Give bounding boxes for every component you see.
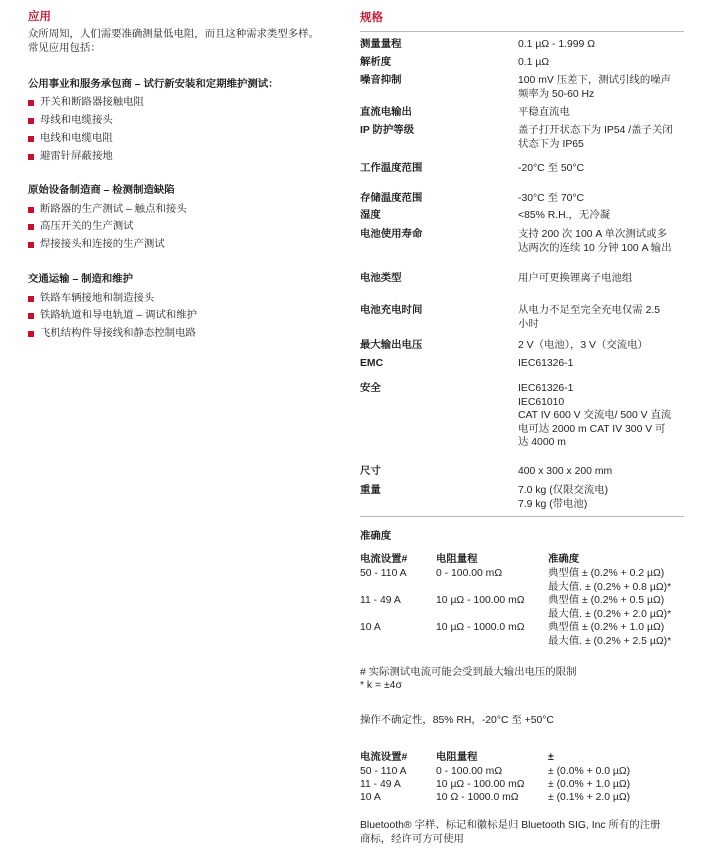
bullet-square-icon: [28, 313, 34, 319]
table-header-range: 电阻量程: [436, 752, 478, 763]
bullet-square-icon: [28, 207, 34, 213]
spec-label: 湿度: [360, 210, 381, 221]
table-header-plusminus: ±: [548, 752, 554, 763]
divider: [360, 31, 684, 32]
list-item: 高压开关的生产测试: [28, 220, 134, 234]
section-utilities-title: 公用事业和服务承包商 – 试行新安装和定期维护测试：: [28, 79, 279, 90]
table-header-accuracy: 准确度: [548, 554, 580, 565]
list-item: 飞机结构件导接线和静态控制电路: [28, 327, 196, 341]
table-cell: 典型值 ± (0.2% + 1.0 µΩ) 最大值. ± (0.2% + 2.5 µΩ)*: [548, 622, 672, 647]
bullet-square-icon: [28, 296, 34, 302]
spec-label: 尺寸: [360, 466, 381, 477]
table-cell: 10 Ω - 1000.0 mΩ: [436, 792, 519, 803]
bullet-square-icon: [28, 331, 34, 337]
table-cell: 50 - 110 A: [360, 568, 407, 579]
table-cell: ± (0.0% + 0.0 µΩ): [548, 766, 631, 777]
spec-value: IEC61326-1 IEC61010 CAT IV 600 V 交流电/ 500 V 直流 电可达 2000 m CAT IV 300 V 可 达 4000 m: [518, 383, 672, 449]
spec-value: 0.1 µΩ - 1.999 Ω: [518, 39, 595, 50]
intro-line-1: 众所周知，人们需要准确测量低电阻，而且这种需求类型多样。: [28, 29, 319, 40]
list-item: 开关和断路器接触电阻: [28, 96, 144, 110]
bluetooth-trademark-line-2: 商标，经许可方可使用: [360, 834, 464, 845]
table-cell: 50 - 110 A: [360, 766, 407, 777]
spec-value: IEC61326-1: [518, 358, 574, 369]
table-cell: 10 A: [360, 622, 381, 633]
table-cell: 11 - 49 A: [360, 779, 401, 790]
bullet-square-icon: [28, 136, 34, 142]
list-item: 避雷针屏蔽接地: [28, 150, 113, 164]
table-cell: 0 - 100.00 mΩ: [436, 568, 503, 579]
table-cell: 典型值 ± (0.2% + 0.5 µΩ) 最大值. ± (0.2% + 2.0 µΩ)*: [548, 595, 672, 620]
applications-heading: 应用: [28, 11, 51, 23]
spec-value: 400 x 300 x 200 mm: [518, 466, 613, 477]
list-item: 母线和电缆接头: [28, 114, 113, 128]
spec-value: <85% R.H.，无冷凝: [518, 210, 611, 221]
spec-label: 电池类型: [360, 273, 402, 284]
spec-label: 噪音抑制: [360, 75, 402, 86]
spec-value: 支持 200 次 100 A 单次测试或多 达两次的连续 10 分钟 100 A 输出: [518, 229, 672, 254]
uncertainty-caption: 操作不确定性，85% RH，-20°C 至 +50°C: [360, 715, 554, 726]
table-cell: 10 µΩ - 100.00 mΩ: [436, 595, 525, 606]
spec-value: 0.1 µΩ: [518, 57, 550, 68]
spec-label: EMC: [360, 358, 384, 369]
spec-label: IP 防护等级: [360, 125, 415, 136]
bullet-square-icon: [28, 242, 34, 248]
list-item: 铁路车辆接地和制造接头: [28, 292, 154, 306]
table-header-current: 电流设置#: [360, 752, 408, 763]
intro-line-2: 常见应用包括：: [28, 43, 101, 54]
spec-value: -20°C 至 50°C: [518, 163, 585, 174]
spec-label: 解析度: [360, 57, 392, 68]
spec-label: 工作温度范围: [360, 163, 423, 174]
table-cell: 10 µΩ - 100.00 mΩ: [436, 779, 525, 790]
spec-value: 7.0 kg (仅限交流电) 7.9 kg (带电池): [518, 485, 609, 510]
bullet-square-icon: [28, 224, 34, 230]
table-cell: ± (0.0% + 1.0 µΩ): [548, 779, 631, 790]
spec-label: 安全: [360, 383, 381, 394]
section-transport-title: 交通运输 – 制造和维护: [28, 274, 134, 285]
divider: [360, 516, 684, 517]
spec-label: 电池充电时间: [360, 305, 423, 316]
spec-value: 2 V（电池），3 V（交流电）: [518, 340, 648, 351]
accuracy-title: 准确度: [360, 531, 392, 542]
table-header-current: 电流设置#: [360, 554, 408, 565]
spec-label: 测量量程: [360, 39, 402, 50]
table-cell: 11 - 49 A: [360, 595, 401, 606]
specs-heading: 规格: [360, 12, 383, 24]
table-cell: 10 A: [360, 792, 381, 803]
list-item: 铁路轨道和导电轨道 – 调试和维护: [28, 309, 197, 323]
bullet-square-icon: [28, 118, 34, 124]
spec-label: 直流电输出: [360, 107, 412, 118]
bullet-square-icon: [28, 100, 34, 106]
table-cell: 10 µΩ - 1000.0 mΩ: [436, 622, 525, 633]
spec-label: 最大输出电压: [360, 340, 423, 351]
spec-value: 用户可更换锂离子电池组: [518, 273, 633, 284]
footnote-current: # 实际测试电流可能会受到最大输出电压的限制: [360, 667, 577, 678]
spec-value: 从电力不足至完全充电仅需 2.5 小时: [518, 305, 661, 330]
table-cell: 0 - 100.00 mΩ: [436, 766, 503, 777]
table-cell: 典型值 ± (0.2% + 0.2 µΩ) 最大值. ± (0.2% + 0.8 µΩ)*: [548, 568, 672, 593]
spec-label: 电池使用寿命: [360, 229, 423, 240]
spec-value: -30°C 至 70°C: [518, 193, 585, 204]
table-header-range: 电阻量程: [436, 554, 478, 565]
spec-value: 盖子打开状态下为 IP54 /盖子关闭 状态下为 IP65: [518, 125, 673, 150]
spec-label: 存储温度范围: [360, 193, 423, 204]
footnote-k: * k = ±4σ: [360, 680, 402, 691]
table-cell: ± (0.1% + 2.0 µΩ): [548, 792, 631, 803]
list-item: 断路器的生产测试 – 触点和接头: [28, 203, 187, 217]
section-oem-title: 原始设备制造商 – 检测制造缺陷: [28, 185, 175, 196]
bluetooth-trademark-line-1: Bluetooth® 字样、标记和徽标是归 Bluetooth SIG, Inc 所有的注册: [360, 820, 661, 831]
spec-value: 100 mV 压差下，测试引线的噪声 频率为 50-60 Hz: [518, 75, 671, 100]
list-item: 焊接接头和连接的生产测试: [28, 238, 165, 252]
bullet-square-icon: [28, 154, 34, 160]
spec-value: 平稳直流电: [518, 107, 570, 118]
spec-label: 重量: [360, 485, 381, 496]
list-item: 电线和电缆电阻: [28, 132, 113, 146]
